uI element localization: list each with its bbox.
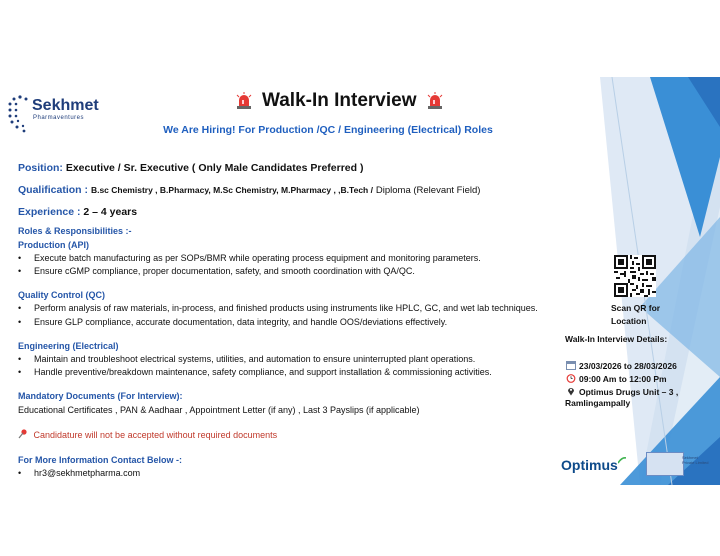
production-heading: Production (API) bbox=[18, 240, 89, 250]
qr-label-line1: Scan QR for bbox=[611, 303, 661, 313]
walkin-venue-line1: Optimus Drugs Unit – 3 , bbox=[566, 386, 678, 397]
experience-value: 2 – 4 years bbox=[83, 206, 138, 218]
documents-value: Educational Certificates , PAN & Aadhaar , Appointment Letter (if any) , Last 3 Payslips (if applicable) bbox=[18, 405, 420, 415]
walkin-time: 09:00 Am to 12:00 Pm bbox=[566, 373, 667, 384]
logo-name: Sekhmet bbox=[32, 97, 99, 114]
qualification-tail: Diploma (Relevant Field) bbox=[375, 185, 481, 196]
walkin-dates: 23/03/2026 to 28/03/2026 bbox=[566, 360, 677, 371]
qualification-value: B.sc Chemistry , B.Pharmacy, M.Sc Chemistry, M.Pharmacy , ,B.Tech / bbox=[90, 185, 373, 195]
experience-line bbox=[18, 206, 137, 218]
list-item: • Execute batch manufacturing as per SOPs/BMR while operating process equipment and monitoring parameters. bbox=[18, 253, 481, 263]
optimus-swoosh-icon bbox=[618, 457, 626, 465]
qualification-label: Qualification : bbox=[18, 184, 89, 196]
siren-icon bbox=[427, 92, 443, 110]
page-title: Walk-In Interview bbox=[262, 90, 417, 111]
list-item: • Ensure cGMP compliance, proper documentation, safety, and smooth coordination with QA/QC. bbox=[18, 266, 415, 276]
partner-logo-text: Sekhmet Private Limited bbox=[682, 455, 709, 465]
location-qr-code[interactable] bbox=[614, 255, 656, 297]
contact-heading: For More Information Contact Below -: bbox=[18, 455, 182, 465]
list-item: • Ensure GLP compliance, accurate documentation, data integrity, and handle OOS/deviations effectively. bbox=[18, 317, 448, 327]
roles-heading: Roles & Responsibilities :- bbox=[18, 226, 132, 236]
list-item: • Perform analysis of raw materials, in-process, and finished products using instruments like HPLC, GC, and wet lab techniques. bbox=[18, 303, 538, 313]
documents-heading: Mandatory Documents (For Interview): bbox=[18, 391, 183, 401]
position-line bbox=[18, 162, 363, 174]
partner-logo-badge bbox=[646, 452, 684, 476]
list-item: • Handle preventive/breakdown maintenance, safety compliance, and support installation & commissioning activities. bbox=[18, 367, 492, 377]
optimus-logo: Optimus bbox=[561, 457, 626, 473]
qualification-line bbox=[18, 184, 480, 196]
position-label: Position: bbox=[18, 162, 63, 174]
list-item: • Maintain and troubleshoot electrical systems, utilities, and automation to ensure uninterrupted plant operations. bbox=[18, 354, 476, 364]
pushpin-icon bbox=[18, 429, 28, 439]
walkin-venue-line2: Ramlingampally bbox=[565, 398, 631, 408]
title-row bbox=[226, 89, 453, 113]
position-value: Executive / Sr. Executive ( Only Male Candidates Preferred ) bbox=[65, 162, 364, 174]
calendar-icon bbox=[566, 360, 576, 370]
siren-icon bbox=[236, 92, 252, 110]
warning-text: Candidature will not be accepted without required documents bbox=[33, 430, 278, 440]
warning-line bbox=[18, 429, 277, 440]
experience-label: Experience : bbox=[18, 206, 81, 218]
logo-tagline: Pharmaventures bbox=[33, 115, 85, 121]
alarm-clock-icon bbox=[566, 373, 576, 383]
walkin-heading: Walk-In Interview Details: bbox=[565, 334, 668, 344]
contact-email[interactable]: • hr3@sekhmetpharma.com bbox=[18, 468, 141, 478]
qr-label-line2: Location bbox=[611, 316, 647, 326]
engineering-heading: Engineering (Electrical) bbox=[18, 341, 119, 351]
flyer-slide bbox=[0, 77, 720, 485]
background-decoration bbox=[0, 77, 720, 485]
hiring-subtitle: We Are Hiring! For Production /QC / Engineering (Electrical) Roles bbox=[163, 124, 493, 136]
location-pin-icon bbox=[566, 386, 576, 396]
qc-heading: Quality Control (QC) bbox=[18, 290, 105, 300]
